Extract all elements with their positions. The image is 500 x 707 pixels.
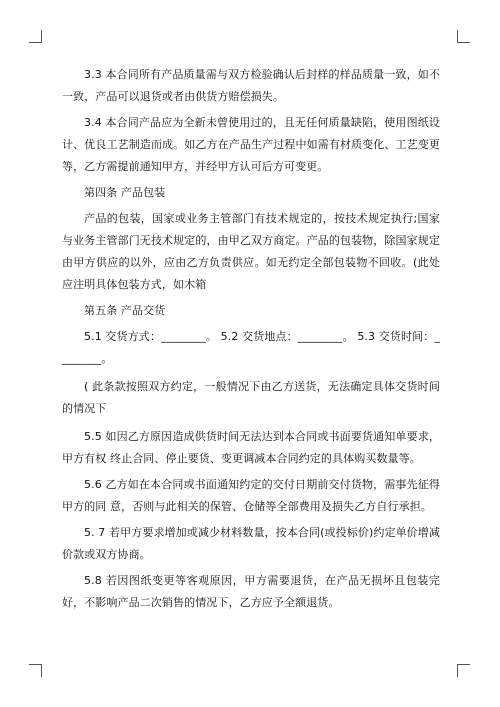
clause-5-5: 5.5 如因乙方原因造成供货时间无法达到本合同或书面要货通知单要求，甲方有权 终止合同、停止要货、变更调减本合同约定的具体购买数量等。 xyxy=(62,430,440,465)
document-body xyxy=(62,64,440,618)
clause-5-1-5-3: 5.1 交货方式：________。 5.2 交货地点：________。 5.3 交货时间：________。 xyxy=(62,330,440,365)
crop-mark-bottom-left xyxy=(29,664,42,677)
clause-3-4: 3.4 本合同产品应为全新未曾使用过的，且无任何质量缺陷，使用图纸设计、优良工艺制造而成。如乙方在产品生产过程中如需有材质变化、工艺变更等，乙方需提前通知甲方，并经甲方认可后方可变更。 xyxy=(62,116,440,173)
clause-5-7: 5. 7 若甲方要求增加或减少材料数量，按本合同(或投标价)约定单价增减价款或双方协商。 xyxy=(62,526,440,561)
article-4-heading: 第四条 产品包装 xyxy=(84,186,166,199)
article-5-heading: 第五条 产品交货 xyxy=(84,304,166,317)
clause-3-3: 3.3 本合同所有产品质量需与双方检验确认后封样的样品质量一致，如不一致，产品可以退货或者由供货方赔偿损失。 xyxy=(62,68,440,103)
crop-mark-bottom-right xyxy=(457,664,470,677)
article-4-text: 产品的包装，国家或业务主管部门有技术规定的，按技术规定执行;国家与业务主管部门无技术规定的，由甲乙双方商定。产品的包装物，除国家规定由甲方供应的以外，应由乙方负责供应。如无约定全部包装物不回收。(此处应注明具体包装方式，如木箱 xyxy=(62,212,440,291)
clause-5-6: 5.6 乙方如在本合同或书面通知约定的交付日期前交付货物，需事先征得甲方的同 意，否则与此相关的保管、仓储等全部费用及损失乙方自行承担。 xyxy=(62,478,440,513)
clause-5-note: ( 此条款按照双方约定，一般情况下由乙方送货，无法确定具体交货时间的情况下 xyxy=(62,380,440,415)
clause-5-8: 5.8 若因图纸变更等客观原因，甲方需要退货，在产品无损坏且包装完好，不影响产品二次销售的情况下，乙方应予全额退货。 xyxy=(62,574,440,609)
crop-mark-top-right xyxy=(457,30,470,43)
crop-mark-top-left xyxy=(29,30,42,43)
